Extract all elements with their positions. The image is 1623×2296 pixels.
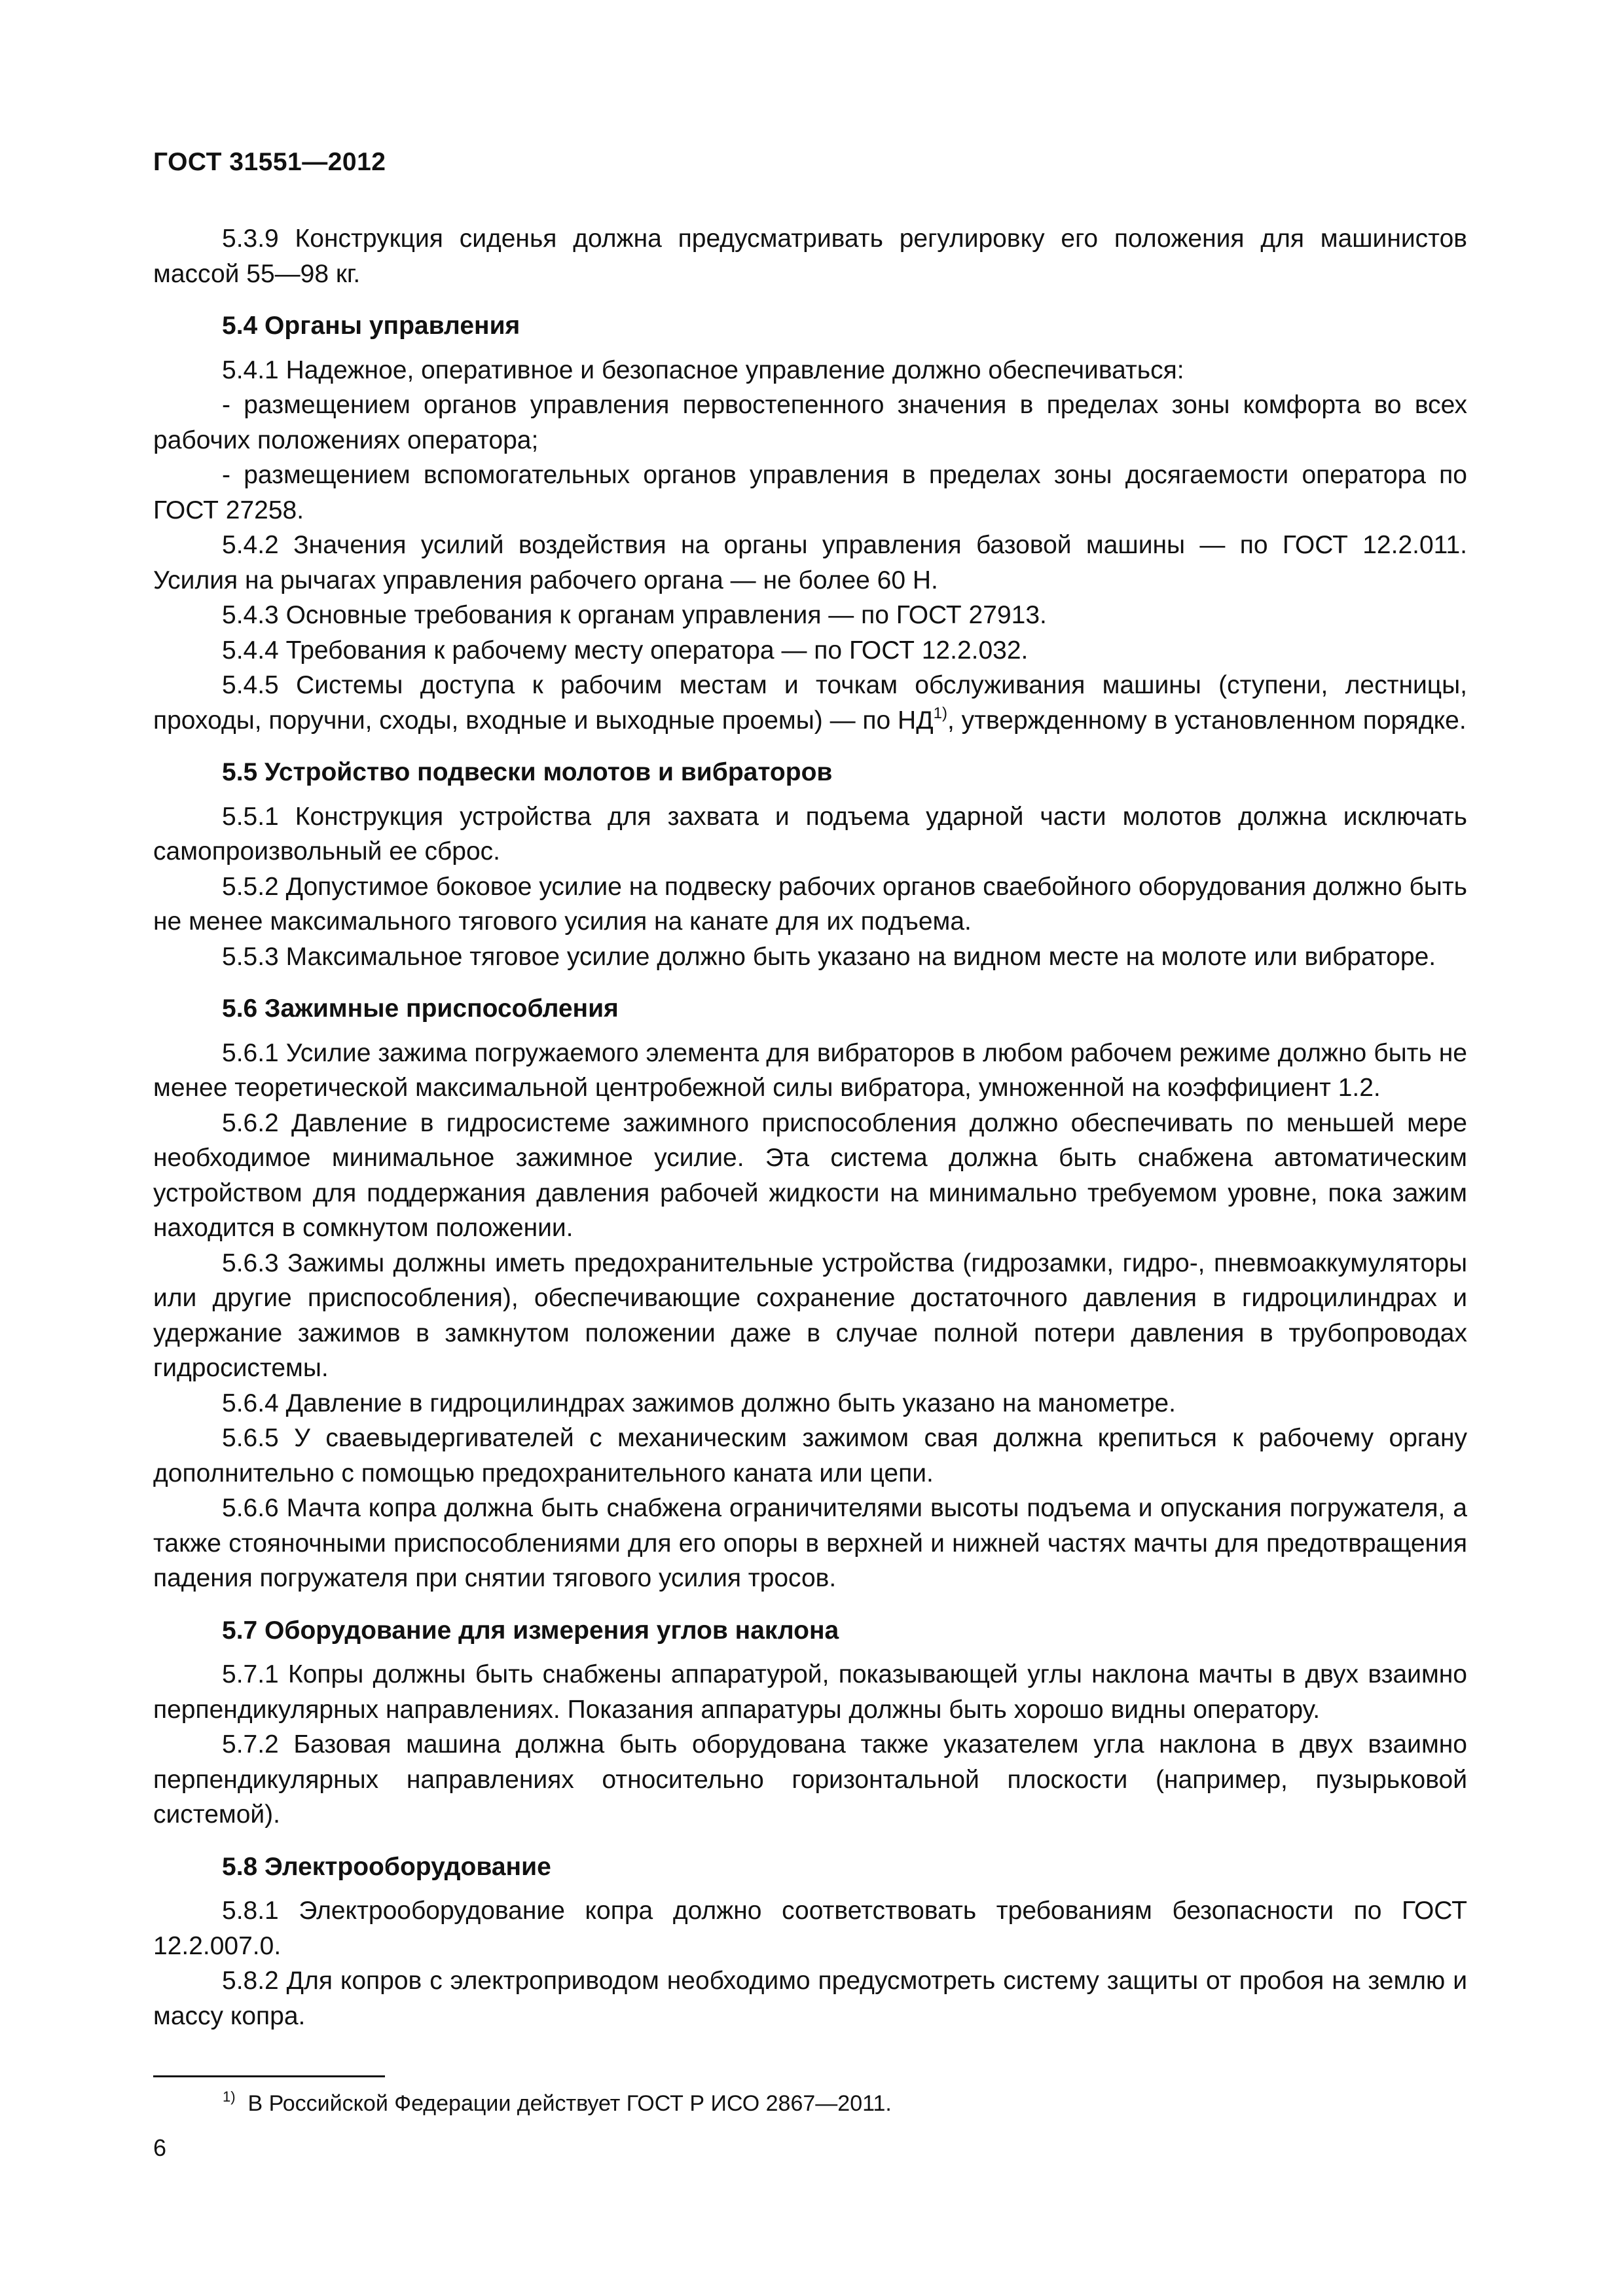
paragraph-5-6-5: 5.6.5 У сваевыдергивателей с механическим зажимом свая должна крепиться к рабочему органу дополнительно с помощью предохранительного каната или цепи. xyxy=(153,1424,1467,1487)
paragraph-5-4-2: 5.4.2 Значения усилий воздействия на органы управления базовой машины — по ГОСТ 12.2.011. Усилия на рычагах управления рабочего органа — не более 60 Н. xyxy=(153,531,1467,594)
paragraph-5-5-2: 5.5.2 Допустимое боковое усилие на подвеску рабочих органов сваебойного оборудования должно быть не менее максимального тягового усилия на канате для их подъема. xyxy=(153,872,1467,936)
paragraph-5-4-4: 5.4.4 Требования к рабочему месту оператора — по ГОСТ 12.2.032. xyxy=(222,636,1029,665)
section-heading-5-5: 5.5 Устройство подвески молотов и вибраторов xyxy=(222,758,833,786)
paragraph-5-7-2: 5.7.2 Базовая машина должна быть оборудована также указателем угла наклона в двух взаимно перпендикулярных направлениях относительно горизонтальной плоскости (например, пузырьковой системой). xyxy=(153,1730,1467,1829)
paragraph-5-4-5 xyxy=(153,668,1467,738)
footnote-reference: 1) xyxy=(933,704,947,722)
footnote-text: В Российской Федерации действует ГОСТ Р ИСО 2867—2011. xyxy=(247,2091,892,2116)
footnote-mark: 1) xyxy=(223,2088,236,2105)
document-header: ГОСТ 31551—2012 xyxy=(153,148,386,176)
paragraph-5-3-9: 5.3.9 Конструкция сиденья должна предусматривать регулировку его положения для машинистов массой 55—98 кг. xyxy=(153,225,1467,288)
section-heading-5-7: 5.7 Оборудование для измерения углов наклона xyxy=(222,1616,839,1645)
paragraph-5-5-3: 5.5.3 Максимальное тяговое усилие должно быть указано на видном месте на молоте или вибраторе. xyxy=(222,942,1436,971)
paragraph-5-6-4: 5.6.4 Давление в гидроцилиндрах зажимов должно быть указано на манометре. xyxy=(222,1389,1176,1417)
paragraph-5-4-5-text-b: , утвержденному в установленном порядке. xyxy=(947,706,1467,735)
paragraph-5-4-3: 5.4.3 Основные требования к органам управления — по ГОСТ 27913. xyxy=(222,601,1047,629)
document-body xyxy=(153,221,1467,2033)
paragraph-5-5-1: 5.5.1 Конструкция устройства для захвата и подъема ударной части молотов должна исключать самопроизвольный ее сброс. xyxy=(153,802,1467,866)
paragraph-5-8-1: 5.8.1 Электрооборудование копра должно соответствовать требованиям безопасности по ГОСТ 12.2.007.0. xyxy=(153,1897,1467,1960)
section-heading-5-4: 5.4 Органы управления xyxy=(222,312,520,340)
list-item-5-4-1-b: - размещением вспомогательных органов управления в пределах зоны досягаемости оператора по ГОСТ 27258. xyxy=(153,461,1467,524)
paragraph-5-6-1: 5.6.1 Усилие зажима погружаемого элемента для вибраторов в любом рабочем режиме должно быть не менее теоретической максимальной центробежной силы вибратора, умноженной на коэффициент 1.2. xyxy=(153,1038,1467,1102)
paragraph-5-6-3: 5.6.3 Зажимы должны иметь предохранительные устройства (гидрозамки, гидро-, пневмоаккумуляторы или другие приспособления), обеспечивающие сохранение достаточного давления в гидроцилиндрах и удержание зажимов в замкнутом положении даже в случае полной потери давления в трубопроводах гидросистемы. xyxy=(153,1248,1467,1382)
paragraph-5-7-1: 5.7.1 Копры должны быть снабжены аппаратурой, показывающей углы наклона мачты в двух взаимно перпендикулярных направлениях. Показания аппаратуры должны быть хорошо видны оператору. xyxy=(153,1660,1467,1724)
paragraph-5-4-1: 5.4.1 Надежное, оперативное и безопасное управление должно обеспечиваться: xyxy=(222,355,1184,384)
page-number: 6 xyxy=(153,2134,167,2161)
footnote xyxy=(223,2088,892,2117)
list-item-5-4-1-a: - размещением органов управления первостепенного значения в пределах зоны комфорта во всех рабочих положениях оператора; xyxy=(153,391,1467,454)
footnote-divider xyxy=(153,2075,385,2077)
paragraph-5-8-2: 5.8.2 Для копров с электроприводом необходимо предусмотреть систему защиты от пробоя на землю и массу копра. xyxy=(153,1967,1467,2030)
paragraph-5-6-2: 5.6.2 Давление в гидросистеме зажимного приспособления должно обеспечивать по меньшей мере необходимое минимальное зажимное усилие. Эта система должна быть снабжена автоматическим устройством для поддержания давления рабочей жидкости на минимально требуемом уровне, пока зажим находится в сомкнутом положении. xyxy=(153,1108,1467,1242)
section-heading-5-8: 5.8 Электрооборудование xyxy=(222,1852,551,1881)
paragraph-5-4-5-text-a: 5.4.5 Системы доступа к рабочим местам и точкам обслуживания машины (ступени, лестницы, проходы, поручни, сходы, входные и выходные проемы) — по НД xyxy=(153,671,1467,735)
section-heading-5-6: 5.6 Зажимные приспособления xyxy=(222,994,619,1023)
paragraph-5-6-6: 5.6.6 Мачта копра должна быть снабжена ограничителями высоты подъема и опускания погружателя, а также стояночными приспособлениями для его опоры в верхней и нижней частях мачты для предотвращения падения погружателя при снятии тягового усилия тросов. xyxy=(153,1494,1467,1592)
